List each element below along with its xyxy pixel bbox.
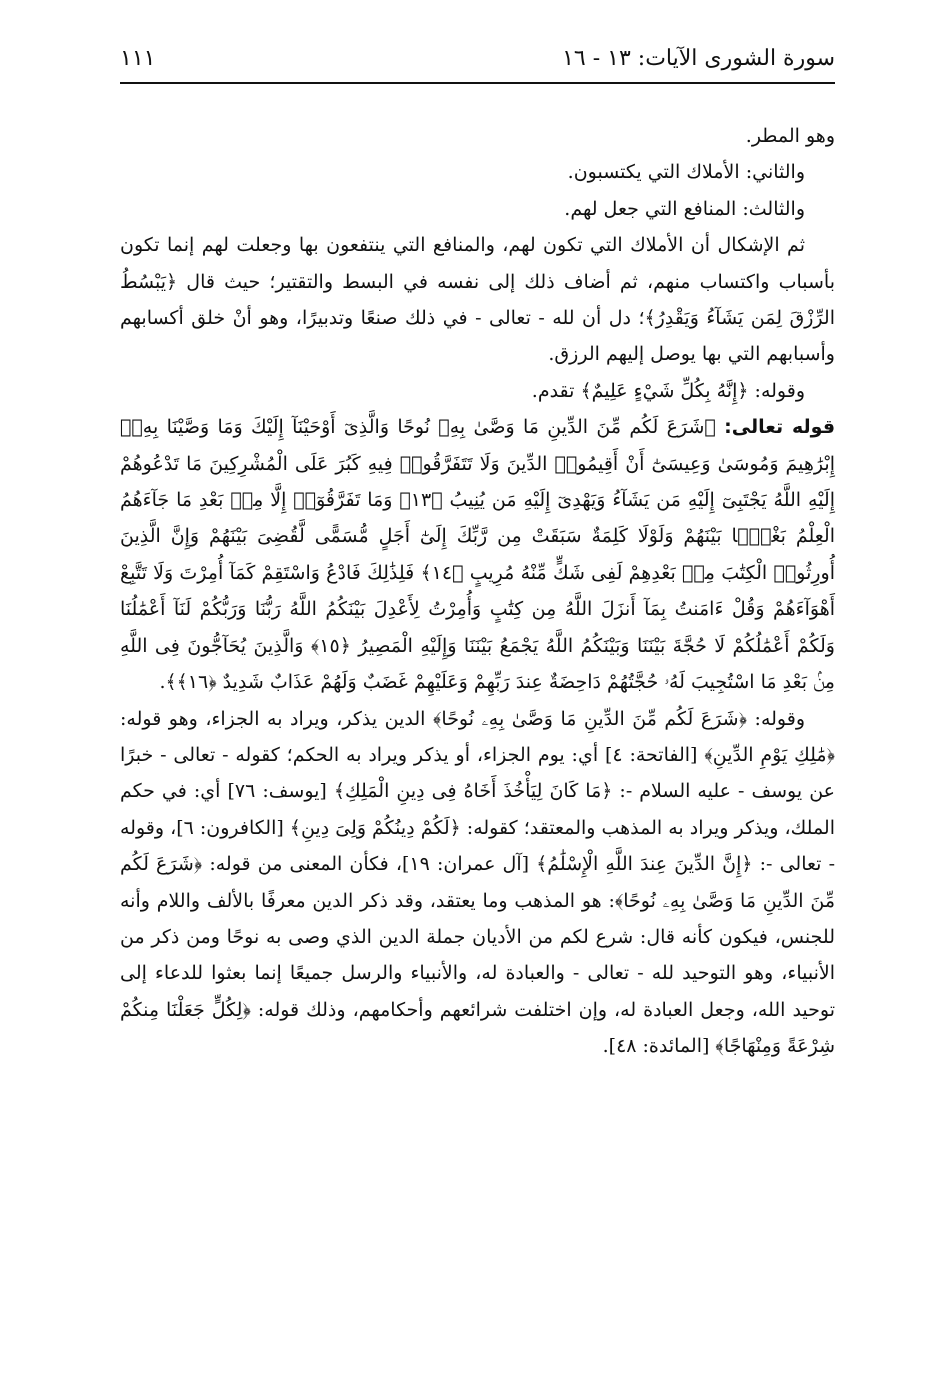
- verse-block: [120, 409, 835, 700]
- paragraph: والثاني: الأملاك التي يكتسبون.: [567, 161, 805, 184]
- main-text: [120, 118, 835, 1065]
- paragraph: وقوله: ﴿إِنَّهُ بِكُلِّ شَيْءٍ عَلِيمٌ﴾ تقدم.: [531, 379, 805, 402]
- paragraph: وقوله: ﴿شَرَعَ لَكُم مِّنَ الدِّينِ مَا وَصَّىٰ بِهِۦ نُوحًا﴾ الدين يذكر، ويراد به الجزاء، وهو قوله: ﴿مَٰلِكِ يَوْمِ الدِّينِ﴾ [الفاتحة: ٤] أي: يوم الجزاء، أو يذكر ويراد به الحكم؛ كقوله - تعالى - خبرًا عن يوسف - عليه السلام -: ﴿مَا كَانَ لِيَأْخُذَ أَخَاهُ فِى دِينِ الْمَلِكِ﴾ [يوسف: ٧٦] أي: في حكم الملك، ويذكر ويراد به المذهب والمعتقد؛ كقوله: ﴿لَكُمْ دِينُكُمْ وَلِىَ دِينِ﴾ [الكافرون: ٦]، وقوله - تعالى -: ﴿إِنَّ الدِّينَ عِندَ اللَّهِ الْإِسْلَٰمُ﴾ [آل عمران: ١٩]، فكأن المعنى من قوله: ﴿شَرَعَ لَكُم مِّنَ الدِّينِ مَا وَصَّىٰ بِهِۦ نُوحًا﴾: هو المذهب وما يعتقد، وقد ذكر الدين معرفًا بالألف واللام وأنه للجنس، فيكون كأنه قال: شرع لكم من الأديان جملة الدين الذي وصى به نوحًا ومن ذكر من الأنبياء، وهو التوحيد لله - تعالى - والعبادة له، والأنبياء والرسل جميعًا إنما بعثوا للدعاء إلى توحيد الله، وجعل العبادة له، وإن اختلفت شرائعهم وأحكامهم، وذلك قوله: ﴿لِكُلٍّ جَعَلْنَا مِنكُمْ شِرْعَةً وَمِنْهَاجًا﴾ [المائدة: ٤٨].: [120, 707, 835, 1058]
- paragraph: وهو المطر.: [745, 125, 835, 147]
- surah-title: سورة الشورى الآيات: ١٣ - ١٦: [562, 46, 835, 71]
- verse-text: ﴿شَرَعَ لَكُم مِّنَ الدِّينِ مَا وَصَّىٰ بِهِۦ نُوحًا وَالَّذِىٓ أَوْحَيْنَآ إِلَيْكَ وَمَا وَصَّيْنَا بِهِۦٓ إِبْرَٰهِيمَ وَمُوسَىٰ وَعِيسَىٰٓ أَنْ أَقِيمُوا۟ الدِّينَ وَلَا تَتَفَرَّقُوا۟ فِيهِ كَبُرَ عَلَى الْمُشْرِكِينَ مَا تَدْعُوهُمْ إِلَيْهِ اللَّهُ يَجْتَبِىٓ إِلَيْهِ مَن يَشَآءُ وَيَهْدِىٓ إِلَيْهِ مَن يُنِيبُ ﴿١٣﴾ وَمَا تَفَرَّقُوٓا۟ إِلَّا مِنۢ بَعْدِ مَا جَآءَهُمُ الْعِلْمُ بَغْيًۢا بَيْنَهُمْ وَلَوْلَا كَلِمَةٌ سَبَقَتْ مِن رَّبِّكَ إِلَىٰٓ أَجَلٍ مُّسَمًّى لَّقُضِىَ بَيْنَهُمْ وَإِنَّ الَّذِينَ أُورِثُوا۟ الْكِتَٰبَ مِنۢ بَعْدِهِمْ لَفِى شَكٍّ مِّنْهُ مُرِيبٍ ﴿١٤﴾ فَلِذَٰلِكَ فَادْعُ وَاسْتَقِمْ كَمَآ أُمِرْتَ وَلَا تَتَّبِعْ أَهْوَآءَهُمْ وَقُلْ ءَامَنتُ بِمَآ أَنزَلَ اللَّهُ مِن كِتَٰبٍ وَأُمِرْتُ لِأَعْدِلَ بَيْنَكُمُ اللَّهُ رَبُّنَا وَرَبُّكُمْ لَنَآ أَعْمَٰلُنَا وَلَكُمْ أَعْمَٰلُكُمْ لَا حُجَّةَ بَيْنَنَا وَبَيْنَكُمُ اللَّهُ يَجْمَعُ بَيْنَنَا وَإِلَيْهِ الْمَصِيرُ ﴿١٥﴾ وَالَّذِينَ يُحَآجُّونَ فِى اللَّهِ مِنۢ بَعْدِ مَا اسْتُجِيبَ لَهُۥ حُجَّتُهُمْ دَاحِضَةٌ عِندَ رَبِّهِمْ وَعَلَيْهِمْ غَضَبٌ وَلَهُمْ عَذَابٌ شَدِيدٌ ﴿١٦﴾﴾.: [120, 416, 835, 694]
- paragraph: ثم الإشكال أن الأملاك التي تكون لهم، والمنافع التي ينتفعون بها وجعلت لهم إنما تكون بأسباب واكتساب منهم، ثم أضاف ذلك إلى نفسه في البسط والتقتير؛ حيث قال ﴿يَبْسُطُ الرِّزْقَ لِمَن يَشَآءُ وَيَقْدِرُ﴾؛ دل أن لله - تعالى - في ذلك صنعًا وتدبيرًا، وهو أنْ خلق أكسابهم وأسبابهم التي بها يوصل إليهم الرزق.: [120, 234, 835, 366]
- running-header: [120, 36, 835, 84]
- page-number: ١١١: [120, 46, 156, 71]
- verse-lead: قوله تعالى:: [724, 416, 836, 439]
- paragraph: والثالث: المنافع التي جعل لهم.: [564, 197, 805, 220]
